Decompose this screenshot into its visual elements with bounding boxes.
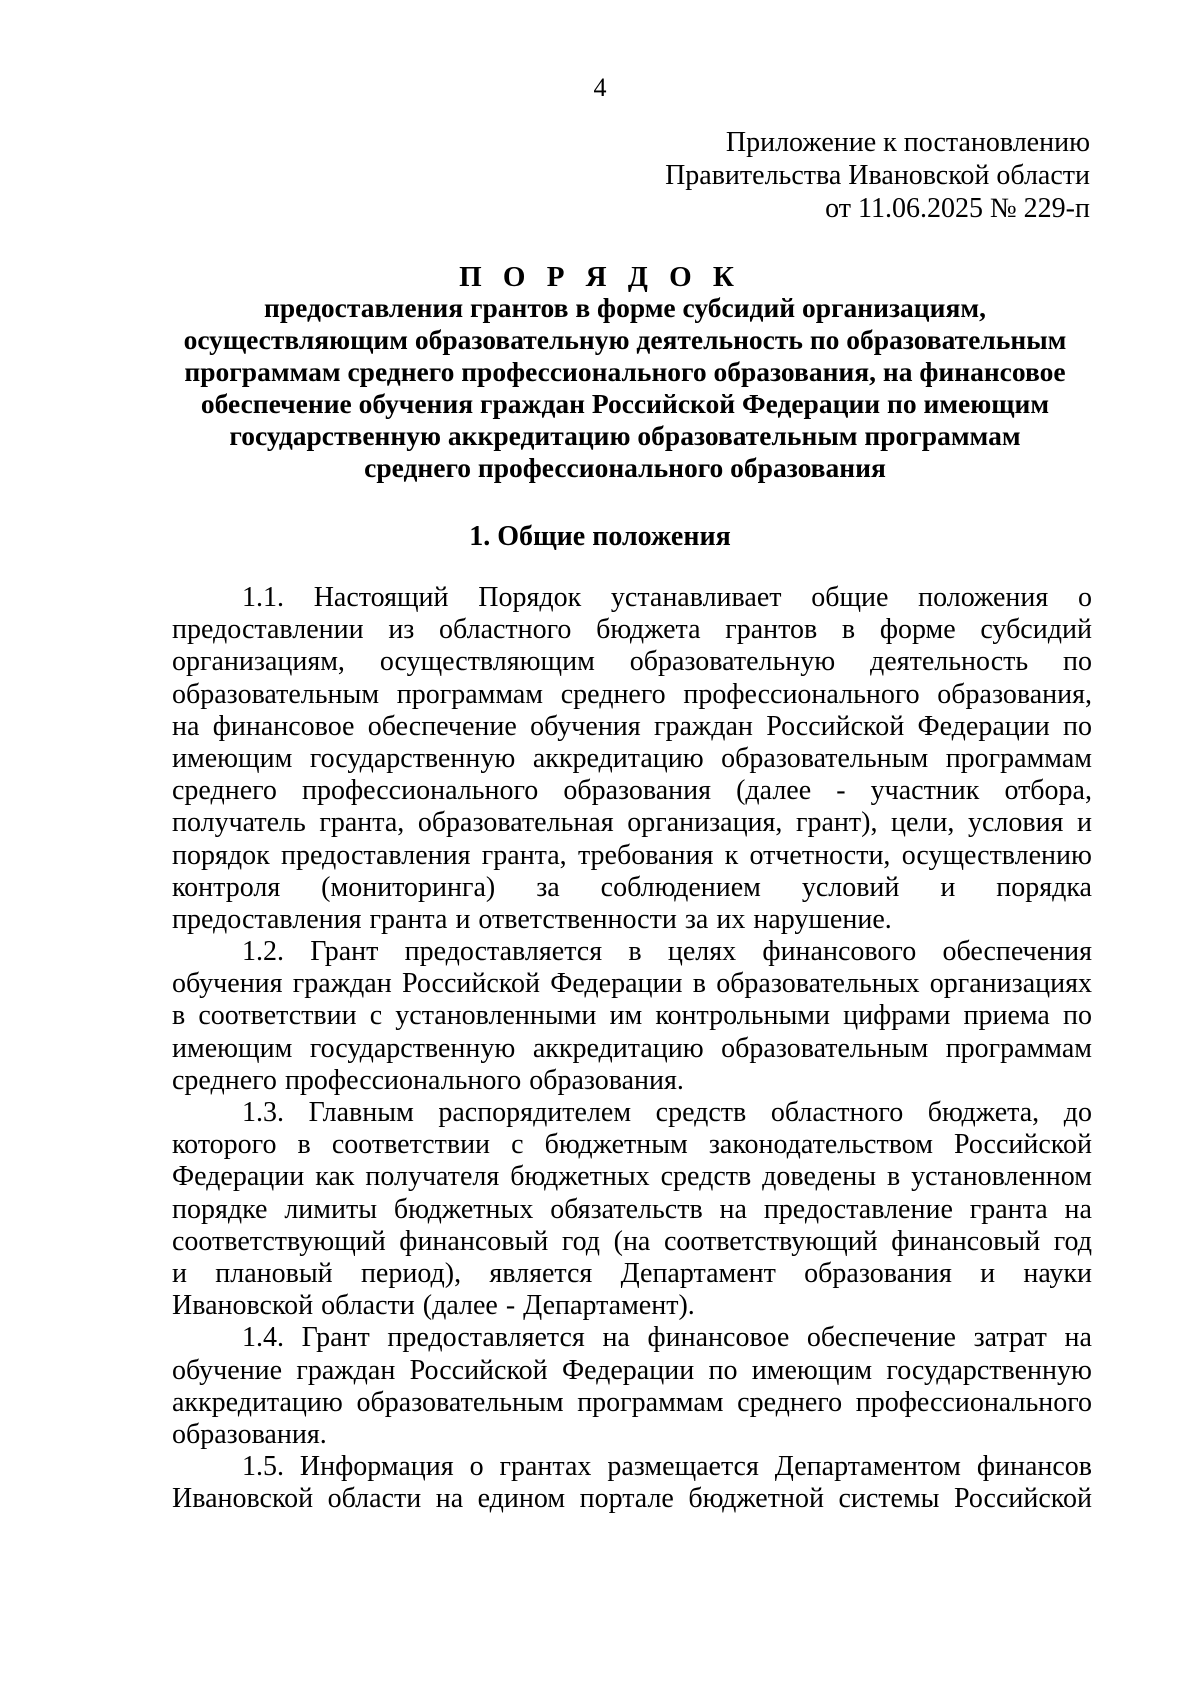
paragraph xyxy=(172,1322,1092,1451)
page-number: 4 xyxy=(593,73,607,102)
paragraph-line: 1.1. Настоящий Порядок устанавливает общие положения о xyxy=(242,582,1092,613)
document-body xyxy=(172,582,1092,1515)
subtitle-line: государственную аккредитацию образовательным программам xyxy=(229,420,1021,451)
paragraph-line: обучение граждан Российской Федерации по имеющим государственную xyxy=(172,1354,1092,1386)
paragraph xyxy=(172,1097,1092,1322)
document-subtitle xyxy=(160,292,1090,484)
annex-line: от 11.06.2025 № 229-п xyxy=(825,193,1090,224)
paragraph-line: 1.5. Информация о грантах размещается Департаментом финансов xyxy=(242,1451,1092,1483)
paragraph-line: образовательным программам среднего профессионального образования, xyxy=(172,678,1092,710)
annex-block xyxy=(665,126,1090,225)
subtitle-line: среднего профессионального образования xyxy=(364,452,886,483)
annex-line: Правительства Ивановской области xyxy=(665,160,1090,191)
paragraph-line: среднего профессионального образования. xyxy=(172,1064,684,1096)
paragraph-line: 1.2. Грант предоставляется в целях финансового обеспечения xyxy=(242,936,1092,968)
paragraph-line: порядке лимиты бюджетных обязательств на предоставление гранта на xyxy=(172,1193,1092,1225)
paragraph-line: и плановый период), является Департамент образования и науки xyxy=(172,1257,1092,1289)
subtitle-line: предоставления грантов в форме субсидий организациям, xyxy=(264,292,986,323)
paragraph-line: 1.3. Главным распорядителем средств областного бюджета, до xyxy=(242,1097,1092,1128)
paragraph xyxy=(172,936,1092,1097)
paragraph-line: имеющим государственную аккредитацию образовательным программам xyxy=(172,1032,1092,1064)
paragraph-line: Федерации как получателя бюджетных средств доведены в установленном xyxy=(172,1161,1092,1193)
document-title: П О Р Я Д О К xyxy=(459,261,741,293)
paragraph-line: соответствующий финансовый год (на соответствующий финансовый год xyxy=(172,1225,1092,1257)
paragraph-line: контроля (мониторинга) за соблюдением условий и порядка xyxy=(172,871,1092,903)
subtitle-line: обеспечение обучения граждан Российской Федерации по имеющим xyxy=(200,388,1050,419)
annex-line: Приложение к постановлению xyxy=(725,127,1090,158)
paragraph-line: Ивановской области на едином портале бюджетной системы Российской xyxy=(172,1483,1092,1515)
paragraph-line: предоставлении из областного бюджета грантов в форме субсидий xyxy=(172,614,1092,646)
paragraph-line: в соответствии с установленными им контрольными цифрами приема по xyxy=(172,1000,1092,1032)
paragraph-line: предоставления гранта и ответственности за их нарушение. xyxy=(172,903,892,935)
paragraph-line: имеющим государственную аккредитацию образовательным программам xyxy=(172,742,1092,774)
paragraph-line: среднего профессионального образования (далее - участник отбора, xyxy=(172,775,1092,807)
paragraph-line: образования. xyxy=(172,1418,327,1450)
paragraph xyxy=(172,1451,1092,1515)
paragraph-line: порядок предоставления гранта, требования к отчетности, осуществлению xyxy=(172,839,1092,871)
subtitle-line: программам среднего профессионального образования, на финансовое xyxy=(184,356,1066,387)
section-heading: 1. Общие положения xyxy=(469,521,731,552)
paragraph-line: 1.4. Грант предоставляется на финансовое обеспечение затрат на xyxy=(242,1322,1092,1354)
paragraph-line: организациям, осуществляющим образовательную деятельность по xyxy=(172,646,1092,678)
paragraph-line: обучения граждан Российской Федерации в образовательных организациях xyxy=(172,968,1092,1000)
subtitle-line: осуществляющим образовательную деятельность по образовательным xyxy=(183,324,1067,355)
paragraph-line: аккредитацию образовательным программам среднего профессионального xyxy=(172,1386,1092,1418)
paragraph-line: Ивановской области (далее - Департамент). xyxy=(172,1290,695,1322)
paragraph-line: которого в соответствии с бюджетным законодательством Российской xyxy=(172,1129,1092,1161)
paragraph xyxy=(172,582,1092,936)
paragraph-line: получатель гранта, образовательная организация, грант), цели, условия и xyxy=(172,807,1092,839)
paragraph-line: на финансовое обеспечение обучения граждан Российской Федерации по xyxy=(172,710,1092,742)
